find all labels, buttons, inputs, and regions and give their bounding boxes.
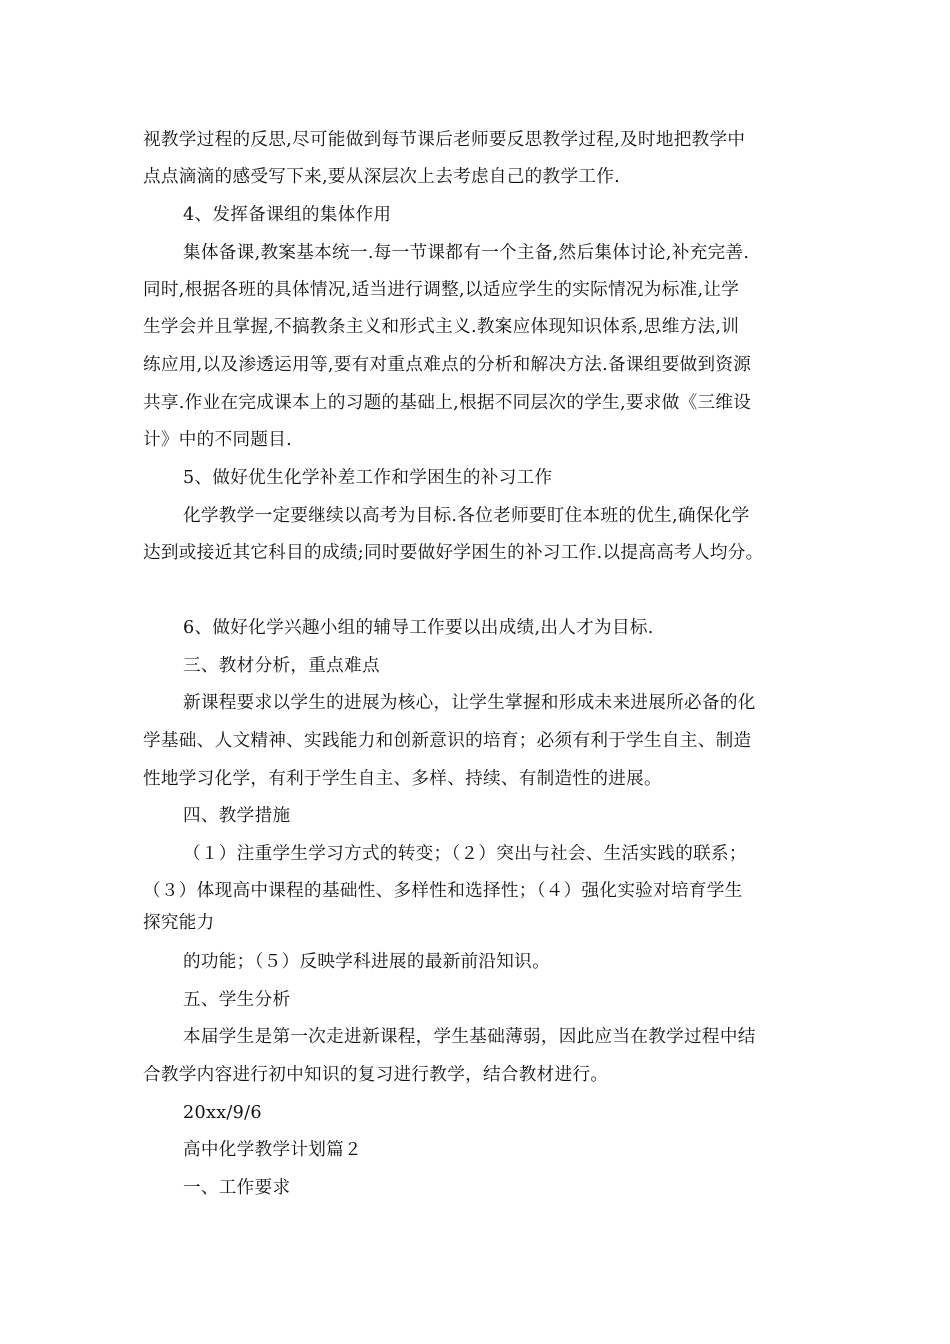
body-text-line: 探究能力: [143, 913, 215, 933]
section-heading: 4、发挥备课组的集体作用: [183, 205, 392, 225]
body-text-line: 合教学内容进行初中知识的复习进行教学，结合教材进行。: [143, 1065, 609, 1085]
body-text-line: 性地学习化学，有利于学生自主、多样、持续、有制造性的进展。: [143, 769, 662, 789]
body-text-line: 练应用,以及渗透运用等,要有对重点难点的分析和解决方法.备课组要做到资源: [143, 355, 752, 375]
body-text-line: 计》中的不同题目.: [143, 430, 293, 450]
body-text-line: 共享.作业在完成课本上的习题的基础上,根据不同层次的学生,要求做《三维设: [143, 393, 752, 413]
section-heading: 5、做好优生化学补差工作和学困生的补习工作: [183, 468, 553, 488]
section-heading: 一、工作要求: [183, 1178, 291, 1198]
body-text-line: 生学会并且掌握,不搞教条主义和形式主义.教案应体现知识体系,思维方法,训: [143, 317, 740, 337]
date-line: 20xx/9/6: [183, 1103, 262, 1123]
paragraph-first-line: 新课程要求以学生的进展为核心，让学生掌握和形成未来进展所必备的化: [183, 693, 756, 713]
section-heading: 三、教材分析，重点难点: [183, 656, 380, 676]
body-text-line: 点点滴滴的感受写下来,要从深层次上去考虑自己的教学工作.: [143, 167, 621, 187]
body-text-line: （３）体现高中课程的基础性、多样性和选择性；（４）强化实验对培育学生: [143, 881, 743, 901]
section-heading: 五、学生分析: [183, 990, 291, 1010]
paragraph-first-line: 化学教学一定要继续以高考为目标.各位老师要盯住本班的优生,确保化学: [183, 506, 750, 526]
body-text-line: 学基础、人文精神、实践能力和创新意识的培育；必须有利于学生自主、制造: [143, 731, 752, 751]
body-text-line: 视教学过程的反思,尽可能做到每节课后老师要反思教学过程,及时地把教学中: [143, 130, 746, 150]
paragraph-first-line: （１）注重学生学习方式的转变；（２）突出与社会、生活实践的联系；: [183, 844, 747, 864]
body-text-line: 的功能；（５）反映学科进展的最新前沿知识。: [183, 952, 550, 972]
section-heading: 四、教学措施: [183, 806, 291, 826]
section-heading: 6、做好化学兴趣小组的辅导工作要以出成绩,出人才为目标.: [183, 618, 654, 638]
body-text-line: 同时,根据各班的具体情况,适当进行调整,以适应学生的实际情况为标准,让学: [143, 280, 740, 300]
paragraph-first-line: 本届学生是第一次走进新课程，学生基础薄弱，因此应当在教学过程中结: [183, 1027, 756, 1047]
chapter-title: 高中化学教学计划篇２: [183, 1140, 362, 1160]
paragraph-first-line: 集体备课,教案基本统一.每一节课都有一个主备,然后集体讨论,补充完善.: [183, 243, 750, 263]
body-text-line: 达到或接近其它科目的成绩;同时要做好学困生的补习工作.以提高高考人均分。: [143, 543, 764, 563]
